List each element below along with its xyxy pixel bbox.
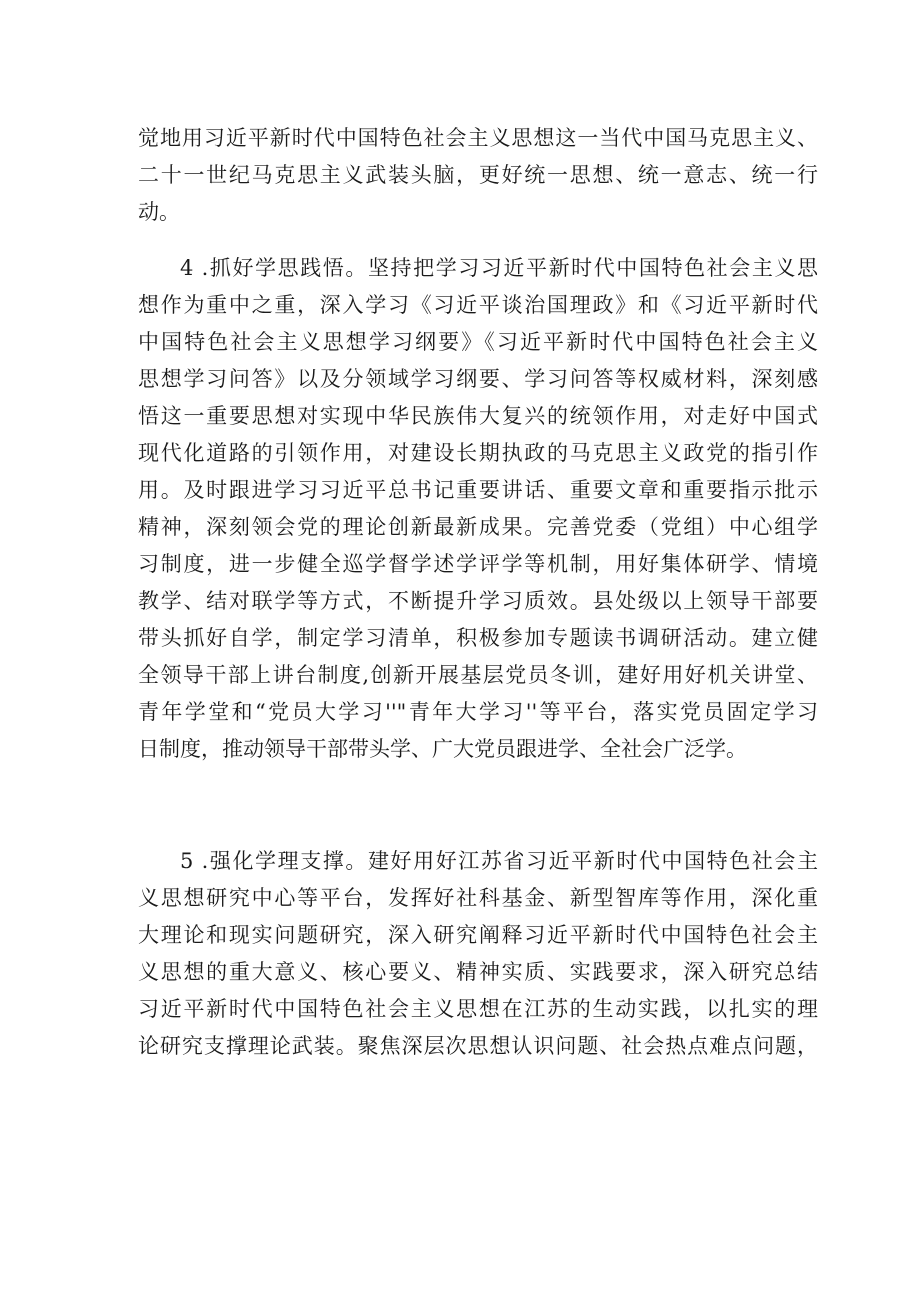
paragraph-item-4 (138, 250, 818, 768)
text-line: 带头抓好自学，制定学习清单，积极参加专题读书调研活动。建立健 (138, 626, 818, 650)
text-line: 论研究支撑理论武装。聚焦深层次思想认识问题、社会热点难点问题， (138, 1034, 818, 1058)
paragraph-item-5 (138, 843, 818, 1065)
text-line: 思想学习问答》以及分领域学习纲要、学习问答等权威材料，深刻感 (138, 367, 818, 391)
text-line: 想作为重中之重，深入学习《习近平谈治国理政》和《习近平新时代 (138, 293, 818, 317)
text-line: 精神，深刻领会党的理论创新最新成果。完善党委（党组）中心组学 (138, 515, 818, 539)
paragraph-continuation (138, 120, 818, 231)
text-line: 中国特色社会主义思想学习纲要》《习近平新时代中国特色社会主义 (138, 330, 818, 354)
text-line: 5 .强化学理支撑。建好用好江苏省习近平新时代中国特色社会主 (180, 849, 818, 873)
text-line: 义思想研究中心等平台，发挥好社科基金、新型智库等作用，深化重 (138, 886, 818, 910)
text-line: 用。及时跟进学习习近平总书记重要讲话、重要文章和重要指示批示 (138, 478, 818, 502)
text-line: 现代化道路的引领作用，对建设长期执政的马克思主义政党的指引作 (138, 441, 818, 465)
text-line: 日制度，推动领导干部带头学、广大党员跟进学、全社会广泛学。 (138, 737, 747, 761)
text-line: 觉地用习近平新时代中国特色社会主义思想这一当代中国马克思主义、 (138, 126, 818, 150)
text-line: 全领导干部上讲台制度,创新开展基层党员冬训，建好用好机关讲堂、 (138, 663, 818, 687)
text-line: 习制度，进一步健全巡学督学述学评学等机制，用好集体研学、情境 (138, 552, 818, 576)
text-line: 动。 (138, 200, 180, 224)
text-line: 教学、结对联学等方式，不断提升学习质效。县处级以上领导干部要 (138, 589, 818, 613)
text-line: 大理论和现实问题研究，深入研究阐释习近平新时代中国特色社会主 (138, 923, 818, 947)
text-line: 4 .抓好学思践悟。坚持把学习习近平新时代中国特色社会主义思 (180, 256, 818, 280)
text-line: 悟这一重要思想对实现中华民族伟大复兴的统领作用，对走好中国式 (138, 404, 818, 428)
text-line: 二十一世纪马克思主义武装头脑，更好统一思想、统一意志、统一行 (138, 163, 818, 187)
text-line: 习近平新时代中国特色社会主义思想在江苏的生动实践，以扎实的理 (138, 997, 818, 1021)
text-line: 义思想的重大意义、核心要义、精神实质、实践要求，深入研究总结 (138, 960, 818, 984)
text-line: 青年学堂和“党员大学习''"青年大学习''等平台，落实党员固定学习 (138, 700, 818, 724)
